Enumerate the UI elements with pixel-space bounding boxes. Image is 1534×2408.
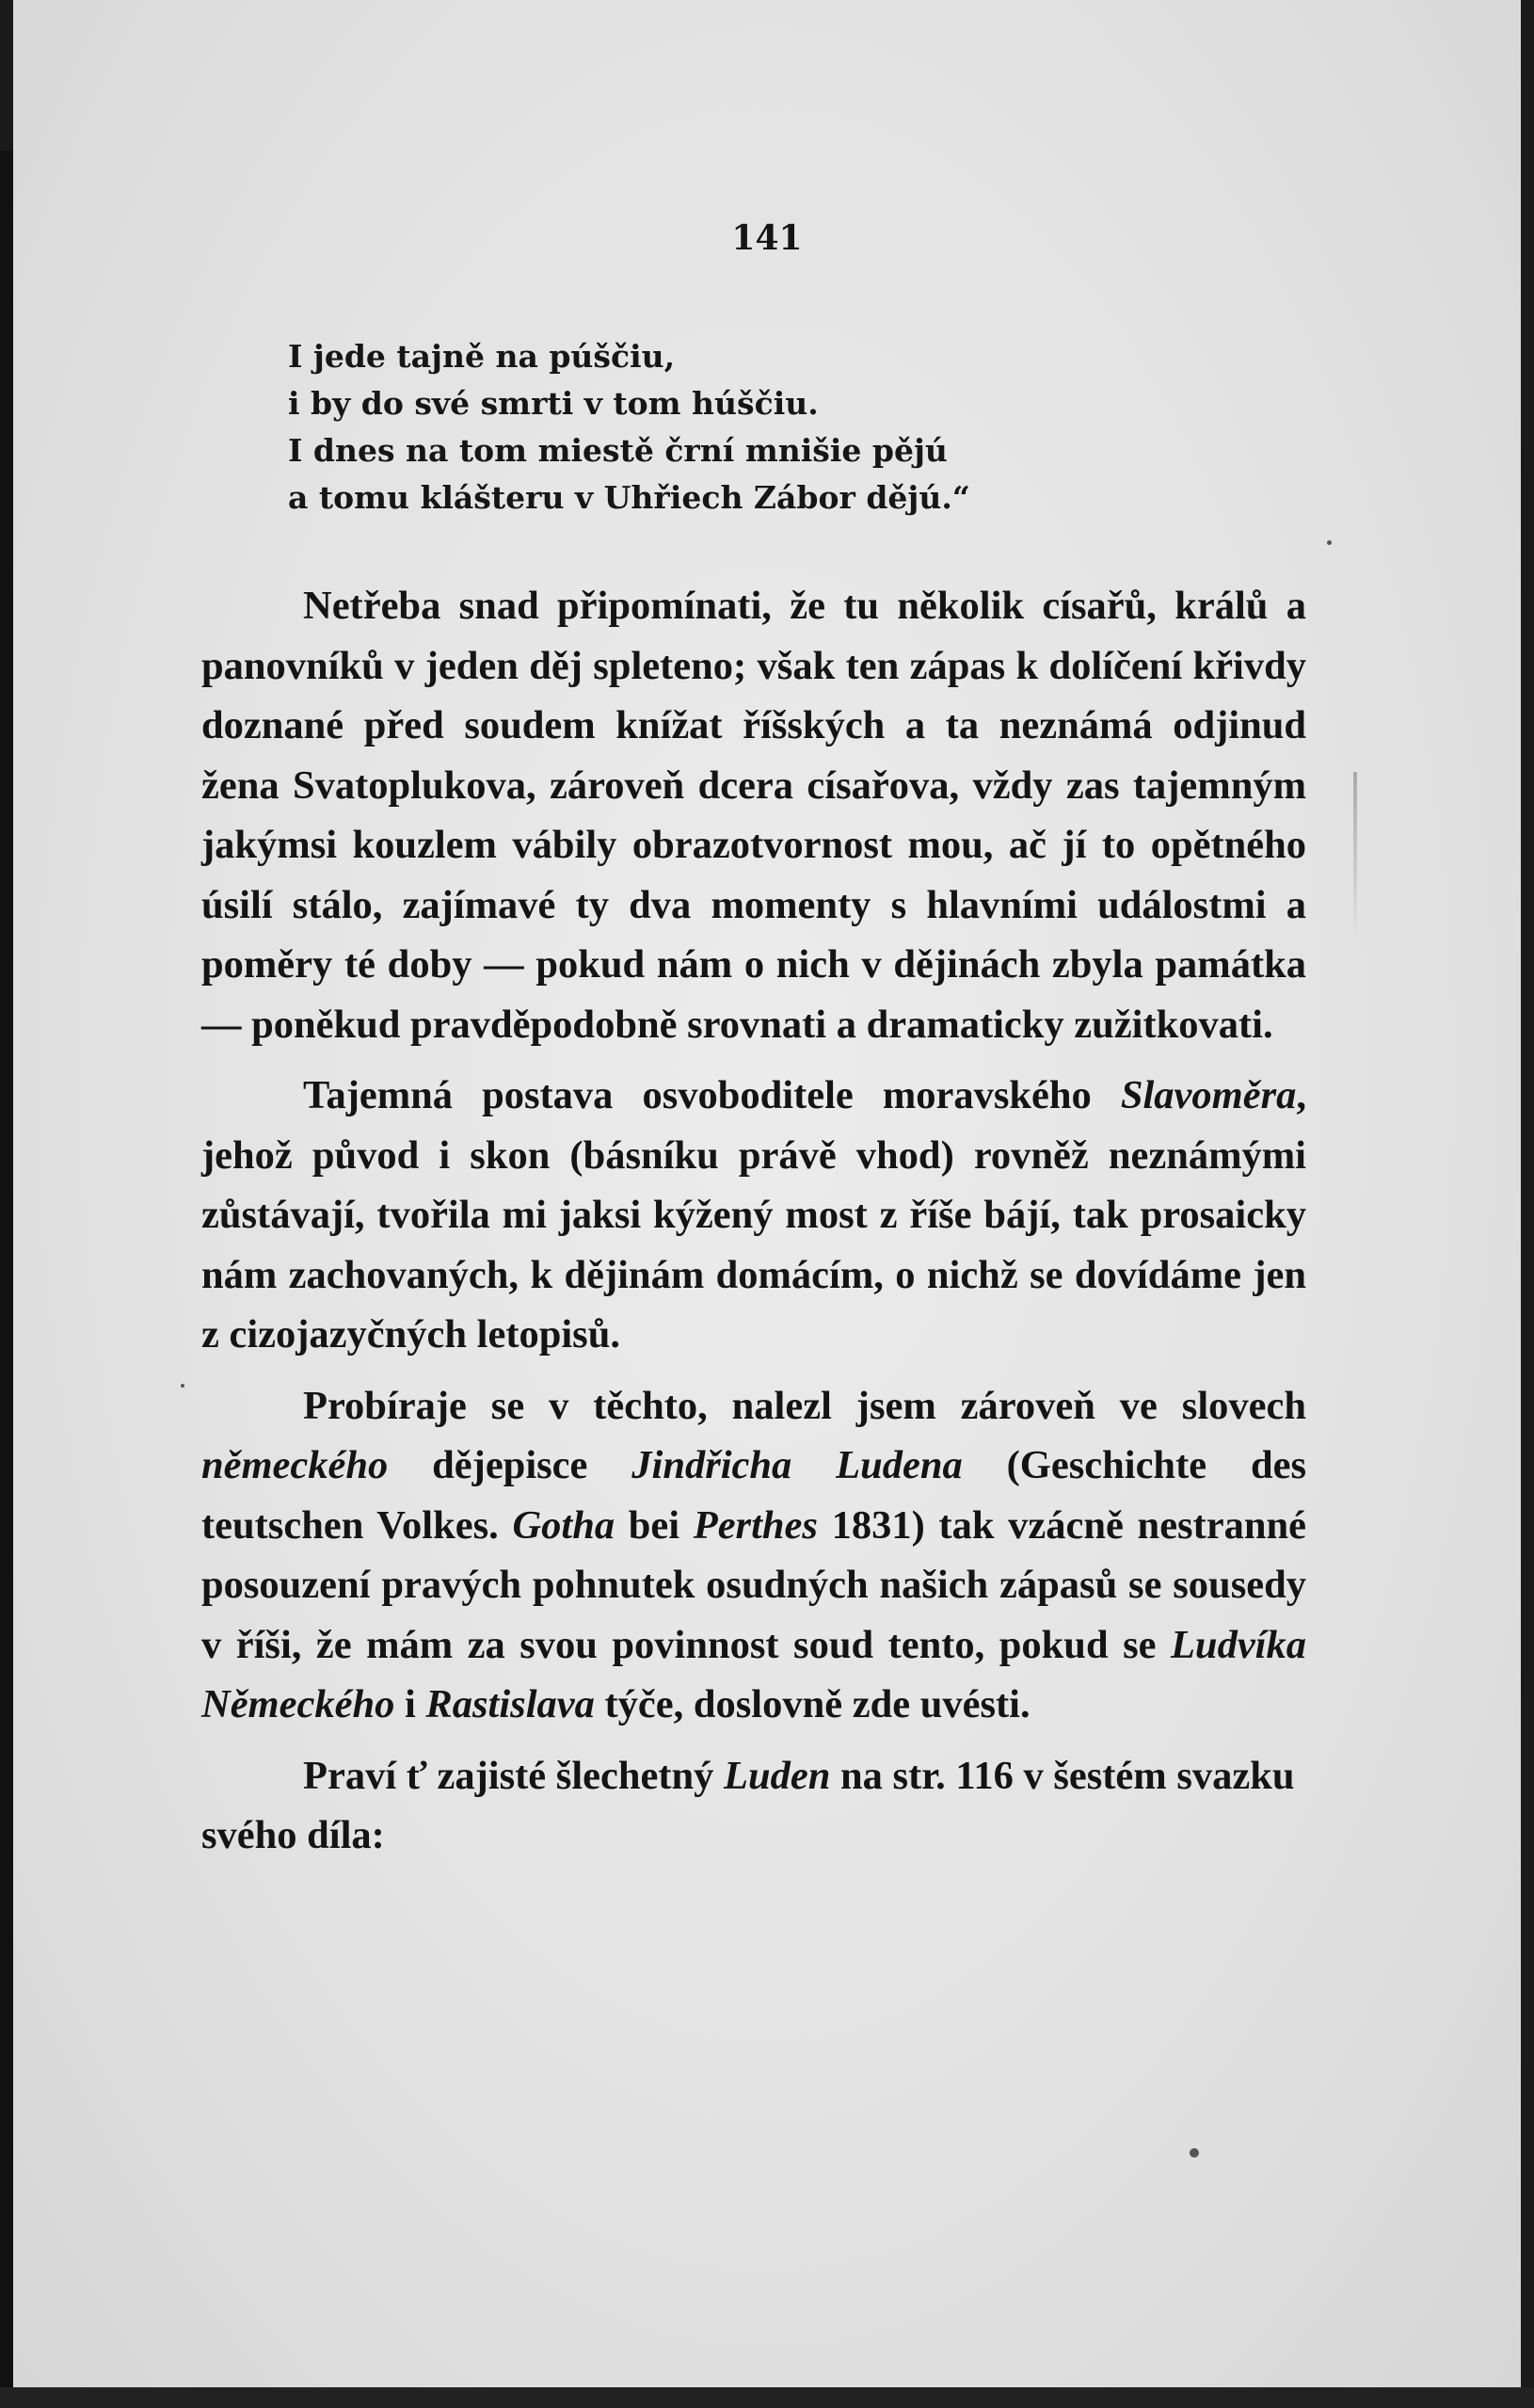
paragraph-2-text: Tajemná postava osvoboditele moravského [303,1073,1121,1117]
emphasis-name: Jindřicha Ludena [631,1443,963,1487]
emphasis-word: německého [201,1443,389,1487]
verse-block [288,333,1229,522]
emphasis-name: Slavoměra [1120,1073,1297,1117]
paragraph-1 [201,576,1306,1054]
emphasis-name: Luden [724,1753,831,1798]
paragraph-1-text: Netřeba snad připomínati, že tu několik císařů, králů a panovníků v jeden děj spleteno; však ten zápas k dolíčení křivdy doznané před soudem knížat říšských a ta neznámá odjinud žena Svatoplukova, zároveň dcera císařova, vždy zas tajemným jakýmsi kouzlem vábily obrazotvornost mou, ač jí to opětného úsilí stálo, zajímavé ty dva momenty s hlavními událostmi a poměry té doby — pokud nám o nich v dějinách zbyla památka — poněkud pravděpodobně srovnati a dramaticky zužitkovati. [201,584,1306,1047]
scan-left-edge [0,151,13,2408]
verse-line: I jede tajně na púščiu, [288,338,676,375]
paragraph-4 [201,1746,1306,1866]
paragraph-3-text: Probíraje se v těchto, nalezl jsem zároveň ve slovech [303,1383,1306,1428]
scan-speck [1190,2148,1199,2158]
body-text [201,576,1306,1877]
scan-artifact [1353,772,1357,941]
emphasis-publisher: Perthes [693,1502,818,1548]
verse-line: a tomu klášteru v Uhřiech Zábor dějú.“ [288,479,970,516]
paragraph-2-text: , jehož původ i skon (básníku právě vhod) rovněž neznámými zůstávají, tvořila mi jaksi kýžený most z říše bájí, tak prosaicky nám zachovaných, k dějinám domácím, o nichž se dovídáme jen z cizojazyčných letopisů. [201,1073,1306,1357]
verse-line: I dnes na tom miestě črní mnišie pějú [288,432,948,469]
paragraph-4-text: Praví ť zajisté šlechetný [303,1753,725,1798]
paragraph-4-text: na str. 116 v šestém svazku svého díla: [201,1753,1295,1857]
paragraph-3-text: 1831) tak vzácně nestranné posouzení pravých pohnutek osudných našich zápasů se sousedy v říši, že mám za svou povinnost soud tento, pokud se [201,1502,1306,1667]
paragraph-3-text: i [394,1682,426,1726]
paragraph-3 [201,1376,1306,1735]
paragraph-2 [201,1066,1306,1365]
paragraph-3-text: dějepisce [388,1443,632,1487]
scan-speck [181,1384,184,1388]
page-number: 141 [731,218,803,258]
emphasis-name: Ludvíka Německého [201,1622,1306,1726]
scan-speck [1327,540,1332,545]
paragraph-3-text: (Geschichte des teutschen Volkes. [201,1443,1306,1548]
scan-bottom-edge [0,2387,1534,2408]
paragraph-3-text: bei [615,1502,694,1548]
verse-line: i by do své smrti v tom húščiu. [288,385,819,422]
emphasis-name: Rastislava [425,1682,595,1726]
paragraph-3-text: týče, doslovně zde uvésti. [594,1682,1031,1726]
emphasis-place: Gotha [512,1502,615,1548]
